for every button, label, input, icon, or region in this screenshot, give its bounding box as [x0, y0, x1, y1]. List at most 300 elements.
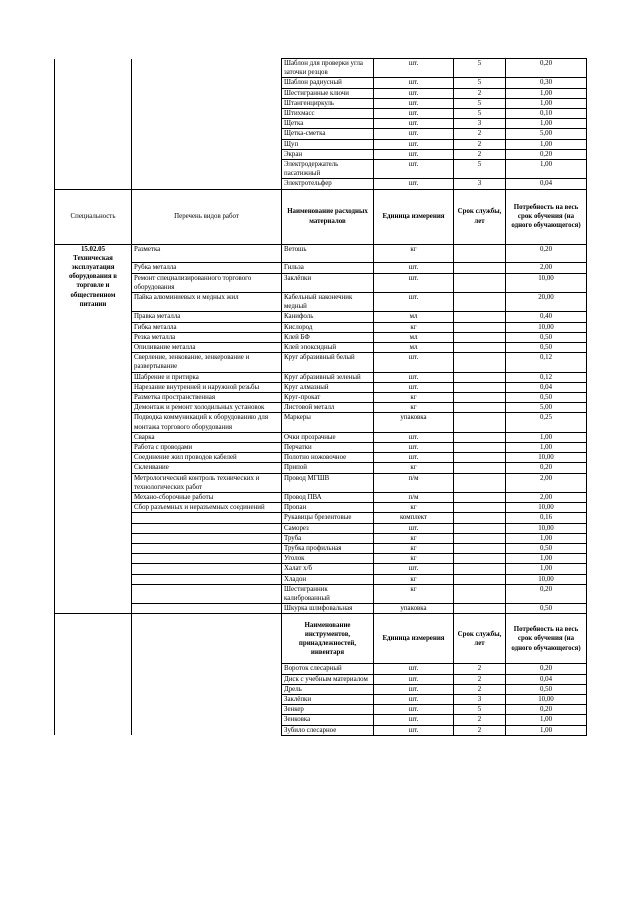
work-type — [132, 584, 282, 603]
spacer-cell — [55, 705, 132, 715]
table-row — [55, 715, 587, 725]
spacer-cell — [132, 88, 282, 98]
spacer-cell — [55, 179, 132, 189]
work-type: Сварка — [132, 432, 282, 442]
item-life: 5 — [454, 98, 506, 108]
material-life — [454, 263, 506, 273]
material-need: 1,00 — [506, 564, 587, 574]
material-name: Хладон — [282, 574, 374, 584]
work-type: Работа с проводами — [132, 443, 282, 453]
item-unit: шт. — [374, 149, 454, 159]
material-need: 0,50 — [506, 604, 587, 614]
material-unit: шт. — [374, 443, 454, 453]
item-unit: шт. — [374, 59, 454, 78]
material-need: 1,00 — [506, 554, 587, 564]
material-life — [454, 574, 506, 584]
material-life — [454, 273, 506, 292]
material-name: Халат х/б — [282, 564, 374, 574]
spacer-cell — [55, 463, 132, 473]
item-unit: шт. — [374, 139, 454, 149]
material-life — [454, 392, 506, 402]
material-need: 1,00 — [506, 443, 587, 453]
material-unit: шт. — [374, 453, 454, 463]
material-life — [454, 432, 506, 442]
spacer-cell — [132, 705, 282, 715]
table-row — [55, 533, 587, 543]
table-row — [55, 705, 587, 715]
work-type: Механо-сборочные работы — [132, 493, 282, 503]
spacer-cell — [55, 513, 132, 523]
tool-need: 0,20 — [506, 664, 587, 674]
item-need: 0,30 — [506, 78, 587, 88]
table-row — [55, 513, 587, 523]
table-row — [55, 109, 587, 119]
material-life — [454, 322, 506, 332]
item-name: Щетка — [282, 119, 374, 129]
material-name: Провод ПВА — [282, 493, 374, 503]
material-unit: упаковка — [374, 413, 454, 432]
table-row — [55, 263, 587, 273]
material-name: Очки прозрачные — [282, 432, 374, 442]
spacer-cell — [132, 149, 282, 159]
tool-need: 1,00 — [506, 715, 587, 725]
tools-header-row — [55, 614, 587, 664]
tool-name: Зубило слесарное — [282, 725, 374, 735]
spacer-cell — [55, 564, 132, 574]
table-row — [55, 403, 587, 413]
item-unit: шт. — [374, 160, 454, 179]
material-unit: шт. — [374, 292, 454, 311]
item-name: Щуп — [282, 139, 374, 149]
material-life — [454, 513, 506, 523]
material-name: Канифоль — [282, 312, 374, 322]
table-row — [55, 544, 587, 554]
spacer-cell — [55, 322, 132, 332]
item-need: 1,00 — [506, 88, 587, 98]
work-type: Рубка металла — [132, 263, 282, 273]
material-unit: шт. — [374, 382, 454, 392]
material-name: Полотно ножовочное — [282, 453, 374, 463]
header-unit: Единица измерения — [374, 189, 454, 244]
material-name: Клей эпоксидный — [282, 342, 374, 352]
tool-unit: шт. — [374, 725, 454, 735]
material-life — [454, 564, 506, 574]
item-life: 3 — [454, 179, 506, 189]
item-name: Шаблон радиусный — [282, 78, 374, 88]
material-unit: кг — [374, 574, 454, 584]
table-row — [55, 372, 587, 382]
material-life — [454, 413, 506, 432]
work-type: Нарезание внутренней и наружной резьбы — [132, 382, 282, 392]
work-type: Правка металла — [132, 312, 282, 322]
material-need: 2,00 — [506, 493, 587, 503]
material-name: Круг абразивный зеленый — [282, 372, 374, 382]
material-life — [454, 353, 506, 372]
spacer-cell — [55, 149, 132, 159]
table-row — [55, 453, 587, 463]
table-row — [55, 139, 587, 149]
spacer-cell — [55, 432, 132, 442]
spacer-cell — [132, 119, 282, 129]
table-row — [55, 473, 587, 492]
material-life — [454, 493, 506, 503]
material-name: Листовой металл — [282, 403, 374, 413]
item-need: 0,04 — [506, 179, 587, 189]
item-need: 1,00 — [506, 139, 587, 149]
header2-life: Срок службы, лет — [454, 614, 506, 664]
material-need: 0,04 — [506, 382, 587, 392]
work-type — [132, 544, 282, 554]
tool-name: Вороток слесарный — [282, 664, 374, 674]
material-life — [454, 453, 506, 463]
item-unit: шт. — [374, 109, 454, 119]
tool-unit: шт. — [374, 695, 454, 705]
tool-name: Дрель — [282, 684, 374, 694]
item-unit: шт. — [374, 98, 454, 108]
spacer-cell — [55, 695, 132, 705]
spacer-cell — [55, 473, 132, 492]
material-life — [454, 332, 506, 342]
table-row — [55, 78, 587, 88]
spacer-cell — [55, 332, 132, 342]
table-row — [55, 353, 587, 372]
table-row — [55, 88, 587, 98]
material-need: 10,00 — [506, 503, 587, 513]
table-row — [55, 463, 587, 473]
table-row — [55, 584, 587, 603]
material-name: Гильза — [282, 263, 374, 273]
item-life: 3 — [454, 119, 506, 129]
material-name: Заклёпки — [282, 273, 374, 292]
material-name: Припой — [282, 463, 374, 473]
spacer-cell — [132, 664, 282, 674]
material-unit: кг — [374, 392, 454, 402]
material-need: 0,20 — [506, 463, 587, 473]
materials-table — [54, 58, 587, 736]
item-life: 5 — [454, 160, 506, 179]
tool-need: 1,00 — [506, 725, 587, 735]
work-type: Ремонт специализированного торгового оборудования — [132, 273, 282, 292]
header-works: Перечень видов работ — [132, 189, 282, 244]
material-need: 10,00 — [506, 523, 587, 533]
tool-need: 0,50 — [506, 684, 587, 694]
tool-name: Зенковка — [282, 715, 374, 725]
spacer-cell — [55, 78, 132, 88]
material-life — [454, 443, 506, 453]
spacer-cell — [55, 554, 132, 564]
item-need: 1,00 — [506, 119, 587, 129]
tool-life: 2 — [454, 715, 506, 725]
table-row — [55, 725, 587, 735]
spacer-cell — [55, 312, 132, 322]
material-name: Шкурка шлифовальная — [282, 604, 374, 614]
material-name: Шестигранник калиброванный — [282, 584, 374, 603]
material-name: Саморез — [282, 523, 374, 533]
material-need: 0,40 — [506, 312, 587, 322]
table-row — [55, 149, 587, 159]
work-type — [132, 523, 282, 533]
material-life — [454, 403, 506, 413]
spacer-cell — [55, 59, 132, 78]
table-row — [55, 98, 587, 108]
header-life: Срок службы, лет — [454, 189, 506, 244]
item-life: 2 — [454, 139, 506, 149]
material-name: Рукавицы брезентовые — [282, 513, 374, 523]
spacer-cell — [55, 544, 132, 554]
tool-life: 3 — [454, 695, 506, 705]
table-row — [55, 443, 587, 453]
material-life — [454, 533, 506, 543]
material-need: 0,12 — [506, 353, 587, 372]
tool-unit: шт. — [374, 705, 454, 715]
item-name: Электротельфер — [282, 179, 374, 189]
work-type — [132, 604, 282, 614]
spacer-cell — [55, 160, 132, 179]
spacer-cell — [55, 392, 132, 402]
tool-life: 2 — [454, 684, 506, 694]
table-row — [55, 382, 587, 392]
work-type: Метрологический контроль технических и технологических работ — [132, 473, 282, 492]
tool-need: 10,00 — [506, 695, 587, 705]
item-name: Штангенциркуль — [282, 98, 374, 108]
spacer-cell — [55, 574, 132, 584]
table-row — [55, 312, 587, 322]
material-unit: шт. — [374, 372, 454, 382]
material-name: Круг-прокат — [282, 392, 374, 402]
item-unit: шт. — [374, 88, 454, 98]
spacer-cell — [132, 160, 282, 179]
material-unit: шт. — [374, 564, 454, 574]
material-unit: мл — [374, 332, 454, 342]
material-unit: кг — [374, 584, 454, 603]
material-life — [454, 292, 506, 311]
material-name: Перчатки — [282, 443, 374, 453]
spacer-cell — [132, 614, 282, 664]
material-life — [454, 473, 506, 492]
material-life — [454, 604, 506, 614]
table-row — [55, 292, 587, 311]
material-unit: шт. — [374, 273, 454, 292]
material-life — [454, 584, 506, 603]
specialty-code: 15.02.05 — [80, 245, 106, 253]
table-row — [55, 564, 587, 574]
material-need: 0,50 — [506, 342, 587, 352]
material-unit: п/м — [374, 473, 454, 492]
table-row — [55, 695, 587, 705]
table-row — [55, 554, 587, 564]
item-need: 0,10 — [506, 109, 587, 119]
material-need: 0,50 — [506, 544, 587, 554]
spacer-cell — [132, 715, 282, 725]
tool-life: 2 — [454, 664, 506, 674]
table-row — [55, 179, 587, 189]
tool-unit: шт. — [374, 715, 454, 725]
spacer-cell — [55, 139, 132, 149]
material-life — [454, 342, 506, 352]
spacer-cell — [132, 179, 282, 189]
work-type — [132, 554, 282, 564]
table-row — [55, 322, 587, 332]
spacer-cell — [132, 684, 282, 694]
spacer-cell — [55, 493, 132, 503]
material-name: Пропан — [282, 503, 374, 513]
tool-life: 2 — [454, 725, 506, 735]
work-type: Демонтаж и ремонт холодильных установок — [132, 403, 282, 413]
material-name: Провод МГШВ — [282, 473, 374, 492]
spacer-cell — [55, 684, 132, 694]
work-type: Гибка металла — [132, 322, 282, 332]
header2-unit: Единица измерения — [374, 614, 454, 664]
work-type: Резка металла — [132, 332, 282, 342]
item-need: 5,00 — [506, 129, 587, 139]
material-life — [454, 523, 506, 533]
tool-name: Заклёпки — [282, 695, 374, 705]
material-need: 0,16 — [506, 513, 587, 523]
tool-name: Диск с учебным материалом — [282, 674, 374, 684]
work-type: Сбор разъемных и неразъемных соединений — [132, 503, 282, 513]
item-life: 5 — [454, 109, 506, 119]
item-name: Шестигранные ключи — [282, 88, 374, 98]
item-need: 1,00 — [506, 98, 587, 108]
material-name: Кабельный наконечник медный — [282, 292, 374, 311]
table-row — [55, 674, 587, 684]
table-row — [55, 273, 587, 292]
material-unit: кг — [374, 244, 454, 263]
spacer-cell — [55, 725, 132, 735]
material-unit: кг — [374, 554, 454, 564]
table-row — [55, 574, 587, 584]
item-name: Щетка-сметка — [282, 129, 374, 139]
table-row — [55, 129, 587, 139]
table-row — [55, 342, 587, 352]
spacer-cell — [55, 604, 132, 614]
item-life: 2 — [454, 129, 506, 139]
item-need: 0,20 — [506, 149, 587, 159]
material-name: Трубка профильная — [282, 544, 374, 554]
tool-name: Зенкер — [282, 705, 374, 715]
spacer-cell — [55, 403, 132, 413]
table-row — [55, 664, 587, 674]
spacer-cell — [132, 725, 282, 735]
material-unit: кг — [374, 503, 454, 513]
work-type — [132, 513, 282, 523]
table-row — [55, 523, 587, 533]
item-name: Электродержатель пасатижный — [282, 160, 374, 179]
material-unit: шт. — [374, 353, 454, 372]
table-row — [55, 119, 587, 129]
spacer-cell — [55, 88, 132, 98]
item-need: 1,00 — [506, 160, 587, 179]
table-row — [55, 413, 587, 432]
spacer-cell — [132, 78, 282, 88]
material-life — [454, 244, 506, 263]
table-row — [55, 59, 587, 78]
material-need: 0,20 — [506, 584, 587, 603]
material-name: Труба — [282, 533, 374, 543]
spacer-cell — [55, 443, 132, 453]
table-row — [55, 503, 587, 513]
table-row — [55, 432, 587, 442]
item-life: 2 — [454, 149, 506, 159]
item-need: 0,20 — [506, 59, 587, 78]
material-need: 1,00 — [506, 533, 587, 543]
tool-need: 0,04 — [506, 674, 587, 684]
work-type: Пайка алюминиевых и медных жил — [132, 292, 282, 311]
material-need: 10,00 — [506, 453, 587, 463]
specialty-cell — [55, 244, 132, 308]
material-need: 10,00 — [506, 322, 587, 332]
material-unit: кг — [374, 533, 454, 543]
spacer-cell — [55, 129, 132, 139]
work-type: Опиливание металла — [132, 342, 282, 352]
tool-life: 5 — [454, 705, 506, 715]
spacer-cell — [132, 695, 282, 705]
spacer-cell — [55, 342, 132, 352]
material-need: 10,00 — [506, 574, 587, 584]
material-unit: упаковка — [374, 604, 454, 614]
spacer-cell — [55, 109, 132, 119]
item-life: 2 — [454, 88, 506, 98]
material-name: Кислород — [282, 322, 374, 332]
item-name: Штихмасс — [282, 109, 374, 119]
material-unit: кг — [374, 463, 454, 473]
material-life — [454, 544, 506, 554]
material-unit: кг — [374, 544, 454, 554]
item-life: 5 — [454, 59, 506, 78]
material-need: 0,25 — [506, 413, 587, 432]
work-type: Разметка пространственная — [132, 392, 282, 402]
item-unit: шт. — [374, 119, 454, 129]
work-type: Подводка коммуникаций к оборудованию для монтажа торгового оборудования — [132, 413, 282, 432]
material-need: 0,12 — [506, 372, 587, 382]
material-unit: мл — [374, 342, 454, 352]
spacer-cell — [55, 453, 132, 463]
header-materials: Наименование расходных материалов — [282, 189, 374, 244]
header-specialty: Специальность — [55, 189, 132, 244]
item-unit: шт. — [374, 78, 454, 88]
tool-unit: шт. — [374, 664, 454, 674]
material-unit: шт. — [374, 263, 454, 273]
work-type — [132, 564, 282, 574]
work-type: Сверление, зенкование, зенкерование и развертывание — [132, 353, 282, 372]
table-row — [55, 604, 587, 614]
spacer-cell — [132, 129, 282, 139]
table-row — [55, 392, 587, 402]
work-type: Соединение жил проводов кабелей — [132, 453, 282, 463]
tool-unit: шт. — [374, 684, 454, 694]
material-unit: кг — [374, 322, 454, 332]
work-type: Разметка — [132, 244, 282, 263]
specialty-title: Техническая эксплуатация оборудования в торговле и общественном питании — [68, 254, 118, 308]
material-life — [454, 503, 506, 513]
tool-unit: шт. — [374, 674, 454, 684]
spacer-cell — [55, 715, 132, 725]
material-life — [454, 463, 506, 473]
material-need: 1,00 — [506, 432, 587, 442]
material-need: 10,00 — [506, 273, 587, 292]
spacer-cell — [55, 372, 132, 382]
material-life — [454, 372, 506, 382]
spacer-cell — [55, 584, 132, 603]
header-need: Потребность на весь срок обучения (на одного обучающегося) — [506, 189, 587, 244]
material-name: Круг абразивный белый — [282, 353, 374, 372]
spacer-cell — [55, 523, 132, 533]
table-header-row — [55, 189, 587, 244]
work-type: Склеивание — [132, 463, 282, 473]
material-need: 2,00 — [506, 473, 587, 492]
spacer-cell — [55, 382, 132, 392]
material-need: 0,50 — [506, 392, 587, 402]
